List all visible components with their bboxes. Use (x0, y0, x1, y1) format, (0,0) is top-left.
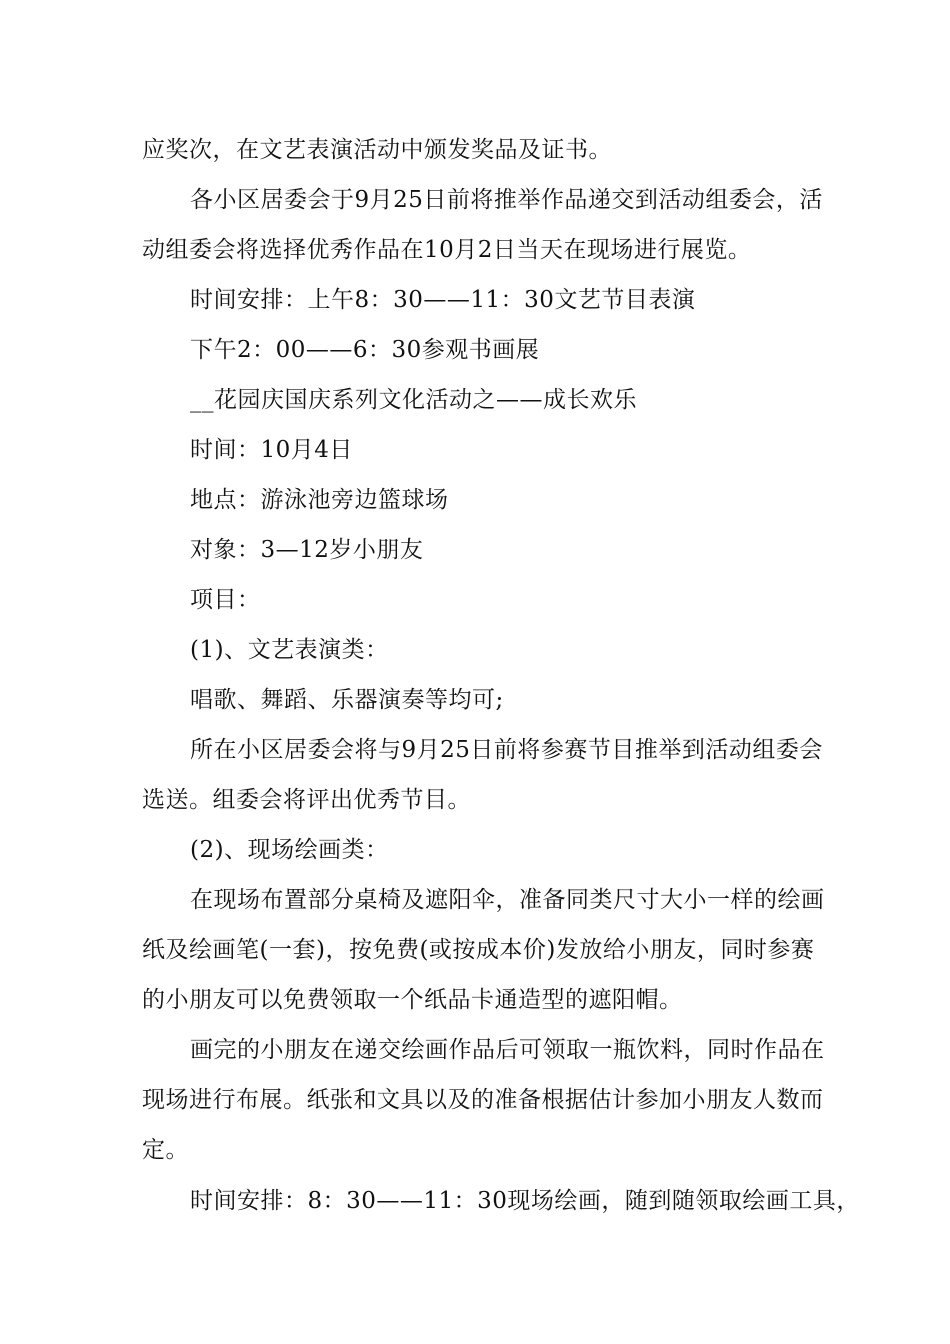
text-line: 时间：10月4日 (190, 437, 353, 463)
text-line: 动组委会将选择优秀作品在10月2日当天在现场进行展览。 (142, 237, 752, 263)
text-line: 时间安排：8：30——11：30现场绘画，随到随领取绘画工具， (190, 1188, 860, 1214)
text-line: 唱歌、舞蹈、乐器演奏等均可; (190, 687, 504, 713)
text-line: 的小朋友可以免费领取一个纸品卡通造型的遮阳帽。 (142, 987, 683, 1013)
text-line: 应奖次，在文艺表演活动中颁发奖品及证书。 (142, 137, 612, 163)
text-line: 项目： (190, 587, 261, 613)
text-line: 现场进行布展。纸张和文具以及的准备根据估计参加小朋友人数而 (142, 1087, 824, 1113)
text-line: 画完的小朋友在递交绘画作品后可领取一瓶饮料，同时作品在 (190, 1037, 825, 1063)
text-line: 时间安排：上午8：30——11：30文艺节目表演 (190, 287, 696, 313)
text-line: 定。 (142, 1137, 189, 1163)
text-line: (1)、文艺表演类： (190, 637, 389, 663)
text-line: 在现场布置部分桌椅及遮阳伞，准备同类尺寸大小一样的绘画 (190, 887, 825, 913)
text-line: 对象：3—12岁小朋友 (190, 537, 424, 563)
text-line: 地点：游泳池旁边篮球场 (190, 487, 449, 513)
text-line: 选送。组委会将评出优秀节目。 (142, 787, 471, 813)
section-heading: __花园庆国庆系列文化活动之——成长欢乐 (190, 387, 637, 413)
text-line: 下午2：00——6：30参观书画展 (190, 337, 540, 363)
text-line: 所在小区居委会将与9月25日前将参赛节目推举到活动组委会 (190, 737, 823, 763)
text-line: (2)、现场绘画类： (190, 837, 389, 863)
text-line: 各小区居委会于9月25日前将推举作品递交到活动组委会，活 (190, 187, 823, 213)
text-line: 纸及绘画笔(一套)，按免费(或按成本价)发放给小朋友，同时参赛 (142, 937, 815, 963)
